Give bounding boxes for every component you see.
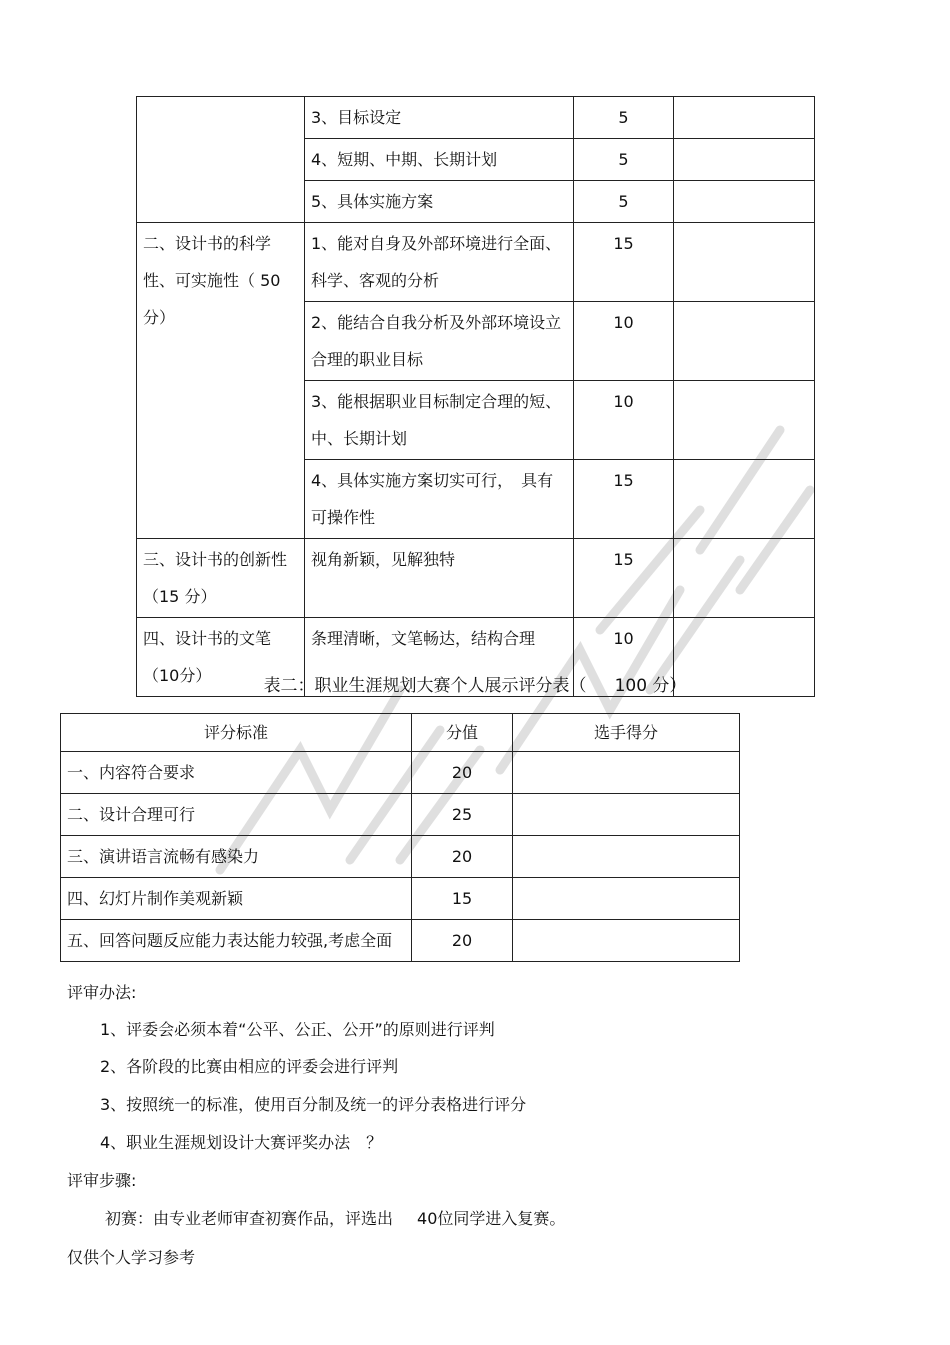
preliminary-count: 40位同学进入复赛。 (417, 1209, 566, 1228)
review-method-item: 4、职业生涯规划设计大赛评奖办法 ？ (100, 1133, 383, 1152)
criterion-cell: 5、具体实施方案 (305, 181, 574, 223)
category-cell: 三、设计书的创新性（15 分） (137, 539, 305, 618)
table-row (61, 752, 740, 794)
score-cell: 10 (574, 618, 674, 697)
blank-cell (674, 302, 815, 381)
criterion-cell: 三、演讲语言流畅有感染力 (61, 836, 412, 878)
criterion-cell: 五、回答问题反应能力表达能力较强,考虑全面 (61, 920, 412, 962)
contestant-score-cell (513, 836, 740, 878)
score-cell: 20 (412, 752, 513, 794)
score-cell: 15 (574, 223, 674, 302)
presentation-scoring-table (60, 713, 740, 962)
criterion-cell: 2、能结合自我分析及外部环境设立合理的职业目标 (305, 302, 574, 381)
blank-cell (674, 460, 815, 539)
blank-cell (674, 381, 815, 460)
header-score: 分值 (412, 714, 513, 752)
criterion-cell: 4、短期、中期、长期计划 (305, 139, 574, 181)
score-cell: 15 (574, 460, 674, 539)
score-cell: 10 (574, 381, 674, 460)
preliminary-text: 初赛：由专业老师审查初赛作品，评选出 (105, 1209, 394, 1228)
score-cell: 10 (574, 302, 674, 381)
contestant-score-cell (513, 920, 740, 962)
table-row (137, 223, 815, 302)
caption-text: 表二：职业生涯规划大赛个人展示评分表（ (263, 676, 587, 696)
review-method-item: 3、按照统一的标准，使用百分制及统一的评分表格进行评分 (100, 1095, 527, 1114)
score-cell: 25 (412, 794, 513, 836)
review-steps-title: 评审步骤: (67, 1171, 137, 1190)
blank-cell (674, 539, 815, 618)
table-row (61, 878, 740, 920)
contestant-score-cell (513, 752, 740, 794)
table-row (61, 920, 740, 962)
caption-score: 100 分） (614, 676, 687, 696)
table-row (61, 836, 740, 878)
blank-cell (674, 97, 815, 139)
criterion-cell: 二、设计合理可行 (61, 794, 412, 836)
header-contestant-score: 选手得分 (513, 714, 740, 752)
blank-cell (674, 139, 815, 181)
criterion-cell: 1、能对自身及外部环境进行全面、科学、客观的分析 (305, 223, 574, 302)
blank-cell (674, 223, 815, 302)
category-cell (137, 97, 305, 223)
criterion-cell: 视角新颖，见解独特 (305, 539, 574, 618)
score-cell: 5 (574, 181, 674, 223)
score-cell: 15 (412, 878, 513, 920)
score-cell: 20 (412, 920, 513, 962)
review-method-title: 评审办法: (67, 983, 137, 1002)
table-row (137, 97, 815, 139)
table-row (137, 539, 815, 618)
review-method-item: 1、评委会必须本着“公平、公正、公开”的原则进行评判 (100, 1020, 495, 1039)
score-cell: 15 (574, 539, 674, 618)
score-cell: 5 (574, 139, 674, 181)
table-header-row (61, 714, 740, 752)
review-steps-preliminary (105, 1206, 565, 1229)
criterion-cell: 3、目标设定 (305, 97, 574, 139)
criterion-cell: 3、能根据职业目标制定合理的短、中、长期计划 (305, 381, 574, 460)
table-row (61, 794, 740, 836)
career-plan-scoring-table (136, 96, 815, 697)
criterion-cell: 四、幻灯片制作美观新颖 (61, 878, 412, 920)
score-cell: 20 (412, 836, 513, 878)
footer-note: 仅供个人学习参考 (67, 1248, 196, 1267)
review-method-item: 2、各阶段的比赛由相应的评委会进行评判 (100, 1057, 399, 1076)
blank-cell (674, 181, 815, 223)
criterion-cell: 一、内容符合要求 (61, 752, 412, 794)
table-caption (0, 671, 950, 696)
criterion-cell: 4、具体实施方案切实可行， 具有可操作性 (305, 460, 574, 539)
contestant-score-cell (513, 794, 740, 836)
contestant-score-cell (513, 878, 740, 920)
category-cell: 四、设计书的文笔（10分） (137, 618, 305, 697)
score-cell: 5 (574, 97, 674, 139)
header-criteria: 评分标准 (61, 714, 412, 752)
category-cell: 二、设计书的科学性、可实施性（ 50分） (137, 223, 305, 539)
criterion-cell: 条理清晰，文笔畅达，结构合理 (305, 618, 574, 697)
